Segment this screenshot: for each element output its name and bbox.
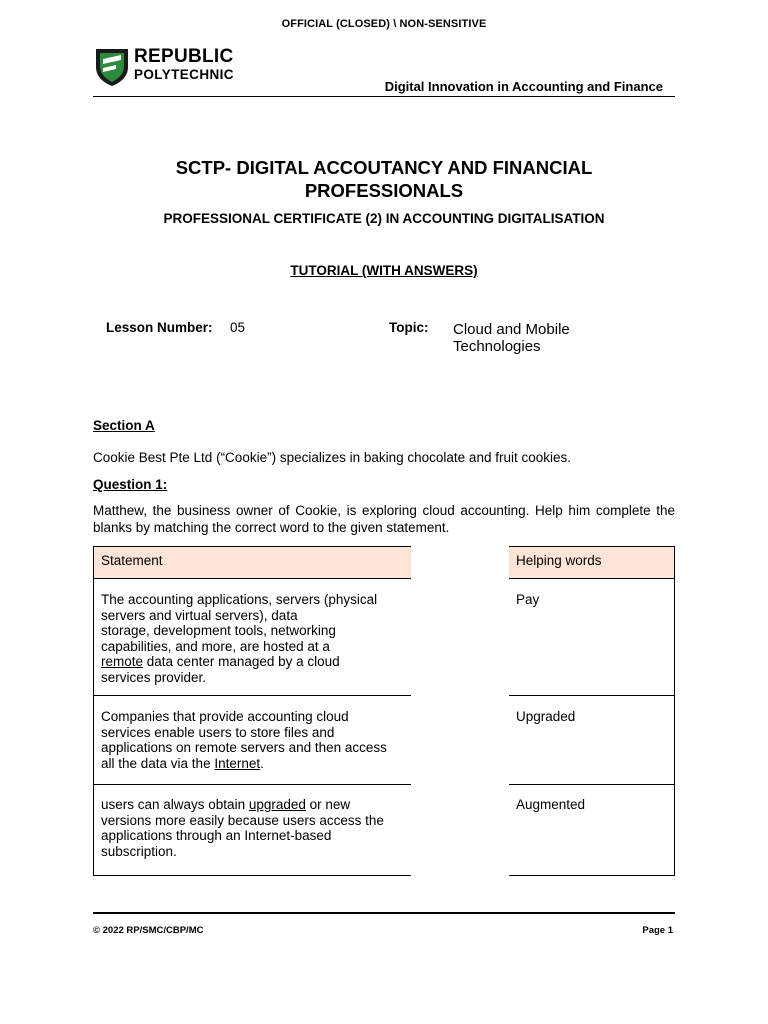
statement-text — [101, 709, 404, 771]
helping-words-table — [509, 546, 675, 876]
classification-label: OFFICIAL (CLOSED) \ NON-SENSITIVE — [281, 18, 487, 30]
statement-header: Statement — [101, 553, 163, 568]
statement-line: services provider. — [101, 669, 207, 685]
statement-row — [93, 784, 411, 876]
statement-text — [101, 592, 404, 685]
page-title-line1: SCTP- DIGITAL ACCOUTANCY AND FINANCIAL — [175, 157, 593, 178]
section-heading: Section A — [93, 418, 155, 433]
statement-fragment: users can always obtain — [101, 797, 249, 812]
topic-value — [453, 321, 633, 355]
footer-page-number: Page 1 — [642, 925, 673, 936]
lesson-number-label: Lesson Number: — [106, 320, 213, 335]
question-heading: Question 1: — [93, 477, 168, 492]
logo-text-line1: REPUBLIC — [134, 46, 234, 67]
shield-logo-icon — [94, 47, 130, 87]
helping-word: Upgraded — [516, 709, 576, 724]
statement-line: versions more easily because users access the — [101, 812, 384, 828]
helping-word-cell — [509, 695, 675, 785]
topic-value-line1: Cloud and Mobile — [453, 321, 570, 338]
footer-copyright: © 2022 RP/SMC/CBP/MC — [93, 925, 204, 936]
lesson-number-value: 05 — [230, 320, 246, 335]
statement-fragment: all the data via the — [101, 755, 215, 771]
statement-text — [101, 797, 404, 859]
statement-line — [101, 756, 404, 772]
statement-line — [101, 797, 404, 813]
statement-fragment: . — [260, 755, 264, 771]
republic-polytechnic-logo — [94, 47, 254, 89]
topic-label: Topic: — [389, 320, 429, 335]
statement-line: storage, development tools, networking — [101, 623, 336, 638]
section-intro: Cookie Best Pte Ltd (“Cookie”) specializes in baking chocolate and fruit cookies. — [93, 450, 571, 465]
page-title-line2: PROFESSIONALS — [304, 180, 464, 201]
statement-line: applications through an Internet-based — [101, 828, 332, 843]
statement-header-cell — [93, 546, 411, 579]
statement-row — [93, 578, 411, 696]
answer-underlined: upgraded — [248, 797, 306, 812]
statement-line: Companies that provide accounting cloud — [101, 709, 349, 724]
statement-line: The accounting applications, servers (physical — [101, 592, 378, 607]
header-subject: Digital Innovation in Accounting and Finance — [384, 79, 663, 94]
helping-word-cell — [509, 578, 675, 696]
document-type: TUTORIAL (WITH ANSWERS) — [290, 263, 478, 278]
statement-table — [93, 546, 411, 876]
statement-fragment: data center managed by a cloud — [143, 654, 340, 669]
header-divider — [93, 96, 675, 97]
statement-line: subscription. — [101, 843, 177, 859]
statement-line: applications on remote servers and then access — [101, 740, 387, 755]
answer-underlined: remote — [101, 654, 144, 669]
footer-divider — [93, 912, 675, 914]
page-title — [93, 156, 675, 202]
helping-words-header: Helping words — [516, 553, 602, 568]
statement-line: services enable users to store files and — [101, 724, 335, 740]
answer-underlined: Internet — [214, 755, 261, 771]
helping-word-cell — [509, 784, 675, 876]
page-subtitle: PROFESSIONAL CERTIFICATE (2) IN ACCOUNTING DIGITALISATION — [163, 211, 605, 226]
statement-line — [101, 654, 404, 670]
logo-text-line2: POLYTECHNIC — [134, 67, 234, 82]
question-text: Matthew, the business owner of Cookie, is exploring cloud accounting. Help him complete the blanks by matching the correct word to the given statement. — [93, 503, 675, 535]
helping-word: Augmented — [516, 797, 586, 812]
statement-row — [93, 695, 411, 785]
helping-words-header-cell — [509, 546, 675, 579]
statement-fragment: or new — [305, 797, 351, 812]
helping-word: Pay — [516, 592, 540, 607]
statement-line: servers and virtual servers), data — [101, 607, 298, 623]
topic-value-line2: Technologies — [453, 338, 541, 355]
statement-line: capabilities, and more, are hosted at a — [101, 638, 330, 654]
